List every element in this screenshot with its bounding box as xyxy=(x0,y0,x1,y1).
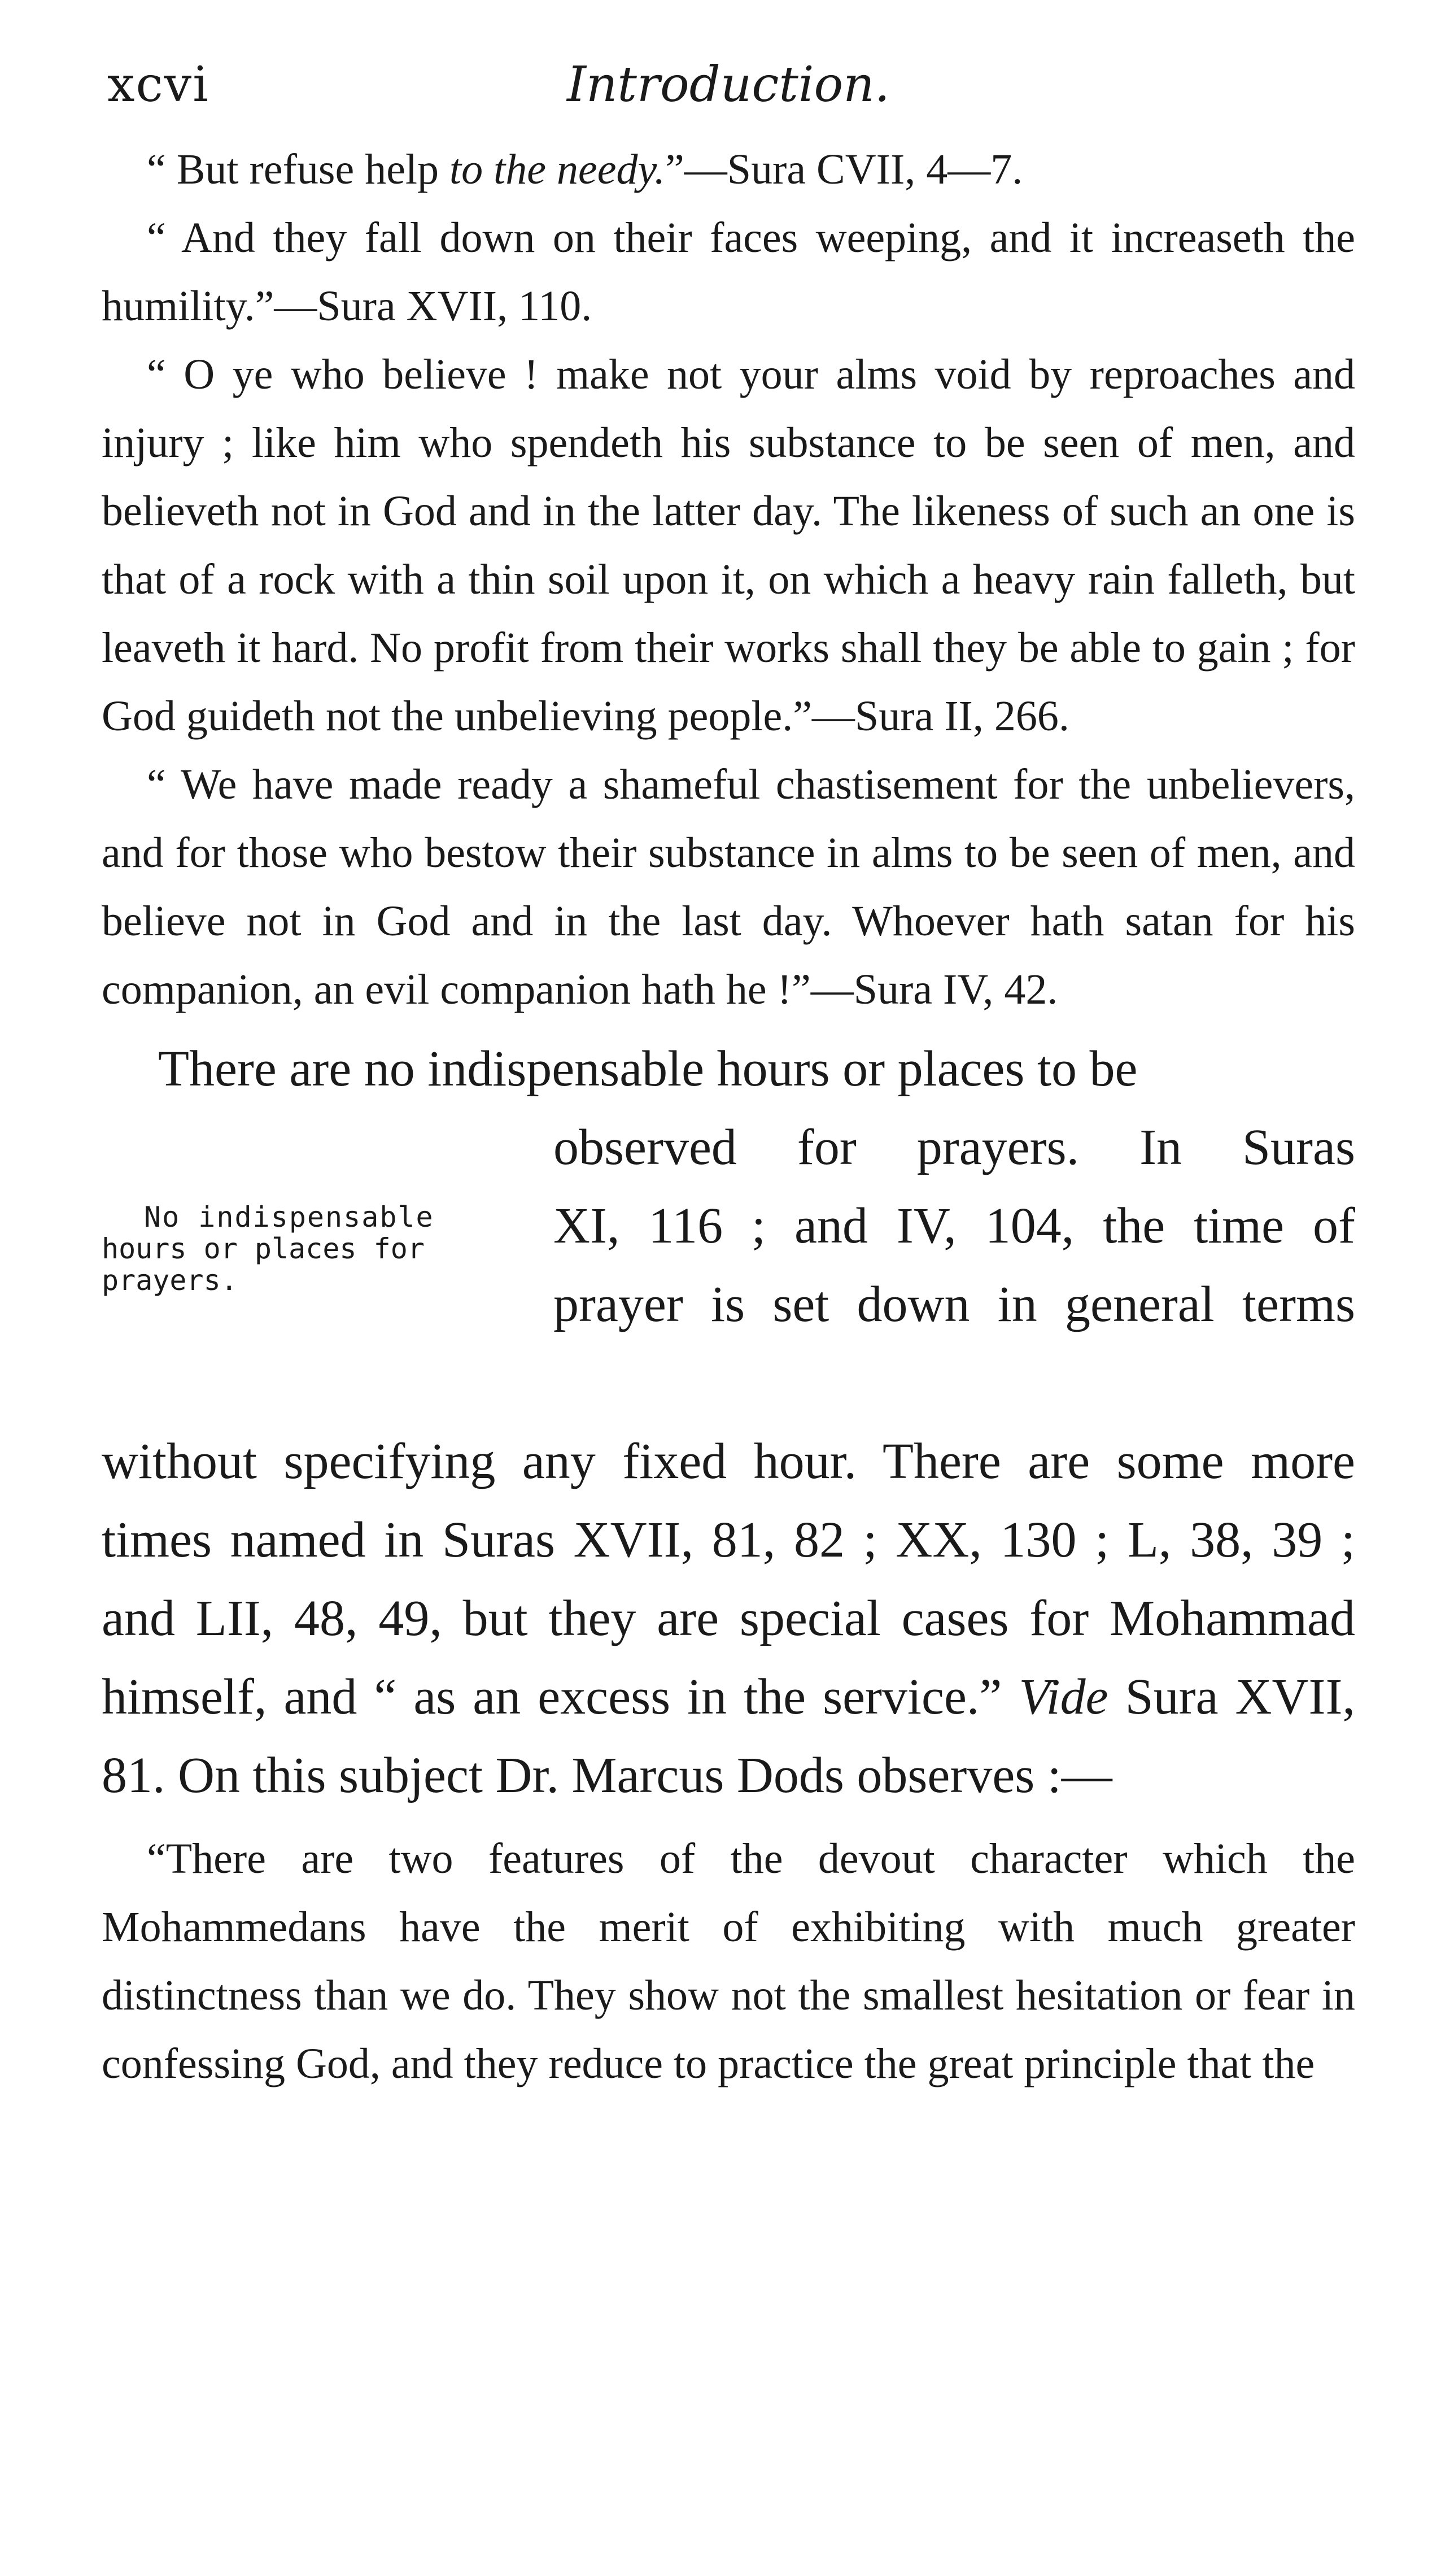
quote-sura-iv-42: “ We have made ready a shameful chastisement for the unbelievers, and for those who bestow their substance in alms to be seen of men, and believe not in God and in the last day. Whoever hath satan for his companion, an evil companion hath he !”—Sura IV, 42. xyxy=(102,761,1355,1013)
side-note-line-3: prayers. xyxy=(102,1264,238,1297)
quote-1-italic: to the needy. xyxy=(449,146,666,193)
quote-sura-xvii-110: “ And they fall down on their faces weeping, and it increaseth the humility.”—Sura XVII, 110. xyxy=(102,214,1355,330)
book-page xyxy=(102,45,1355,2530)
continuation-after: Sura XVII, 81. On this subject Dr. Marcus Dods observes :— xyxy=(102,1669,1355,1803)
wrapped-line-2: XI, 116 ; and IV, 104, the time of xyxy=(553,1198,1355,1254)
quote-1-after: ”—Sura CVII, 4—7. xyxy=(665,146,1023,193)
wrapped-line-1: observed for prayers. In Suras xyxy=(553,1119,1355,1175)
wrapped-line-3: prayer is set down in general terms xyxy=(553,1276,1355,1332)
side-note-line-1: No indispensable xyxy=(144,1201,434,1233)
quote-1-before: “ But refuse help xyxy=(147,146,450,193)
quote-marcus-dods: “There are two features of the devout character which the Mohammedans have the merit of exhibiting with much greater distinctness than we do. They show not the smallest hesitation or fear in confessing God, and they reduce to practice the great principle that the xyxy=(102,1835,1355,2087)
page-number: xcvi xyxy=(107,56,209,113)
continuation-before: without specifying any fixed hour. There are some more times named in Suras XVII, 81, 82 ; XX, 130 ; L, 38, 39 ; and LII, 48, 49, but they are special cases for Mohammad himself, and “ as an excess in the service.” xyxy=(102,1433,1355,1725)
page-header xyxy=(102,45,1355,130)
lead-line: There are no indispensable hours or places to be xyxy=(158,1041,1138,1097)
wrapped-lines xyxy=(553,1108,1355,1344)
main-paragraph xyxy=(102,1030,1355,1815)
marginal-note xyxy=(102,1201,508,1296)
quote-sura-cvii xyxy=(102,136,1355,204)
running-title: Introduction. xyxy=(567,56,890,113)
quote-sura-ii-266: “ O ye who believe ! make not your alms void by reproaches and injury ; like him who spendeth his substance to be seen of men, and believeth not in God and in the latter day. The likeness of such an one is that of a rock with a thin soil upon it, on which a heavy rain falleth, but leaveth it hard. No profit from their works shall they be able to gain ; for God guideth not the unbelieving people.”—Sura II, 266. xyxy=(102,351,1355,740)
vide-italic: Vide xyxy=(1019,1669,1108,1725)
side-note-block xyxy=(102,1108,1355,1422)
paragraph-continuation xyxy=(102,1422,1355,1815)
side-note-line-2: hours or places for xyxy=(102,1232,425,1265)
